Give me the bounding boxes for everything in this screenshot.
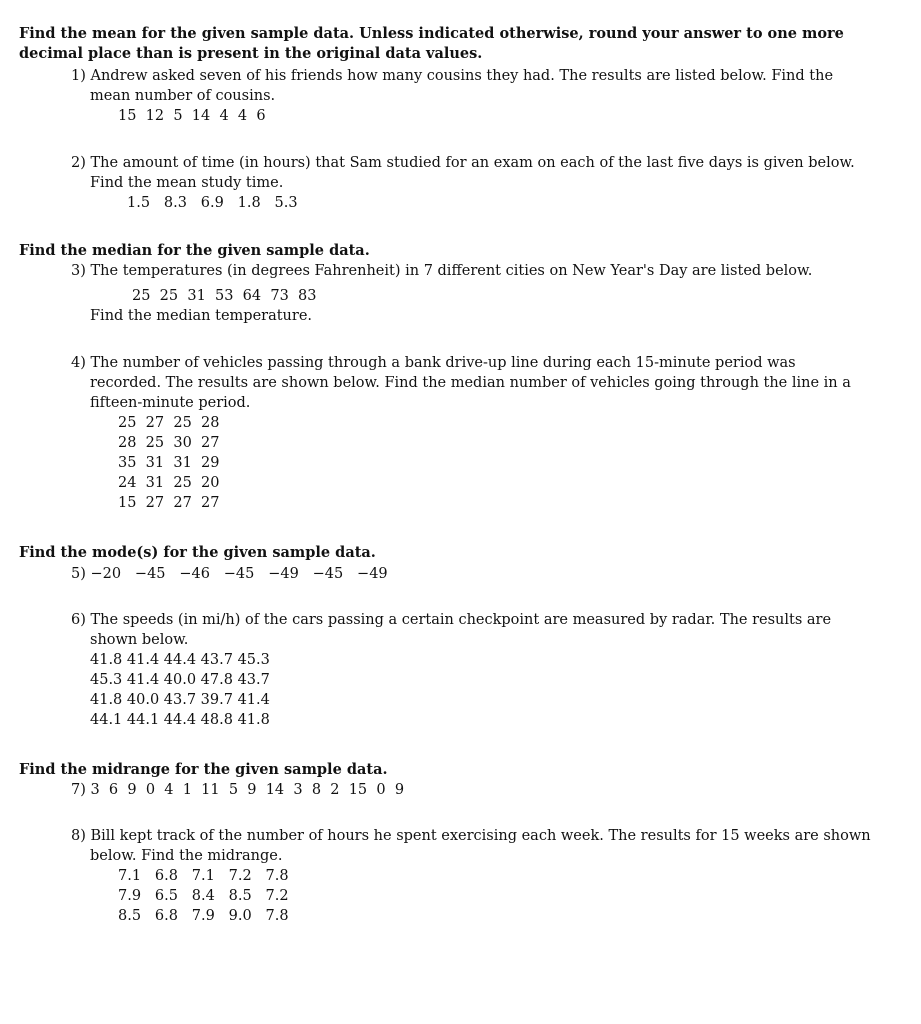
question-2-data: 1.5 8.3 6.9 1.8 5.3 [127, 195, 298, 211]
question-4-data-row-4: 24 31 25 20 [118, 475, 220, 491]
question-8-data-row-3: 8.5 6.8 7.9 9.0 7.8 [118, 908, 289, 924]
question-3 [71, 261, 871, 326]
question-6-data-row-3: 41.8 40.0 43.7 39.7 41.4 [90, 692, 270, 708]
question-4 [71, 353, 871, 513]
heading-midrange: Find the midrange for the given sample data. [19, 761, 388, 778]
question-8 [71, 826, 871, 926]
question-4-data-row-2: 28 25 30 27 [118, 435, 220, 451]
question-3-text: 3) The temperatures (in degrees Fahrenheit) in 7 different cities on New Year's Day are listed below. [71, 263, 813, 279]
question-5 [71, 564, 871, 584]
question-1-data: 15 12 5 14 4 4 6 [118, 108, 266, 124]
question-6-text: 6) The speeds (in mi/h) of the cars passing a certain checkpoint are measured by radar. The results are shown below. [71, 612, 832, 648]
question-5-text: 5) −20 −45 −46 −45 −49 −45 −49 [71, 566, 388, 582]
question-7 [71, 780, 871, 800]
question-3-data: 25 25 31 53 64 73 83 [132, 288, 317, 304]
question-6-data-row-1: 41.8 41.4 44.4 43.7 45.3 [90, 652, 270, 668]
heading-mode: Find the mode(s) for the given sample data. [19, 544, 376, 561]
question-4-data-row-5: 15 27 27 27 [118, 495, 220, 511]
question-4-text: 4) The number of vehicles passing through a bank drive-up line during each 15-minute period was recorded. The results are shown below. Find the median number of vehicles going through the line in a fifteen-minute period. [71, 355, 851, 411]
question-3-after: Find the median temperature. [90, 308, 313, 324]
question-8-data-row-2: 7.9 6.5 8.4 8.5 7.2 [118, 888, 289, 904]
question-2-text: 2) The amount of time (in hours) that Sam studied for an exam on each of the last five days is given below. Find the mean study time. [71, 155, 855, 191]
question-6-data-row-4: 44.1 44.1 44.4 48.8 41.8 [90, 712, 270, 728]
question-4-data-row-3: 35 31 31 29 [118, 455, 220, 471]
question-1-text: 1) Andrew asked seven of his friends how many cousins they had. The results are listed below. Find the mean number of cousins. [71, 68, 834, 104]
question-6-data-row-2: 45.3 41.4 40.0 47.8 43.7 [90, 672, 270, 688]
question-6 [71, 610, 871, 730]
heading-median: Find the median for the given sample data. [19, 242, 370, 259]
question-8-text: 8) Bill kept track of the number of hours he spent exercising each week. The results for 15 weeks are shown below. Find the midrange. [71, 828, 871, 864]
question-7-text: 7) 3 6 9 0 4 1 11 5 9 14 3 8 2 15 0 9 [71, 782, 405, 798]
heading-mean: Find the mean for the given sample data. Unless indicated otherwise, round your answer to one more decimal place than is present in the original data values. [19, 25, 844, 62]
question-8-data-row-1: 7.1 6.8 7.1 7.2 7.8 [118, 868, 289, 884]
question-1 [71, 66, 871, 126]
question-2 [71, 153, 871, 213]
question-4-data-row-1: 25 27 25 28 [118, 415, 220, 431]
